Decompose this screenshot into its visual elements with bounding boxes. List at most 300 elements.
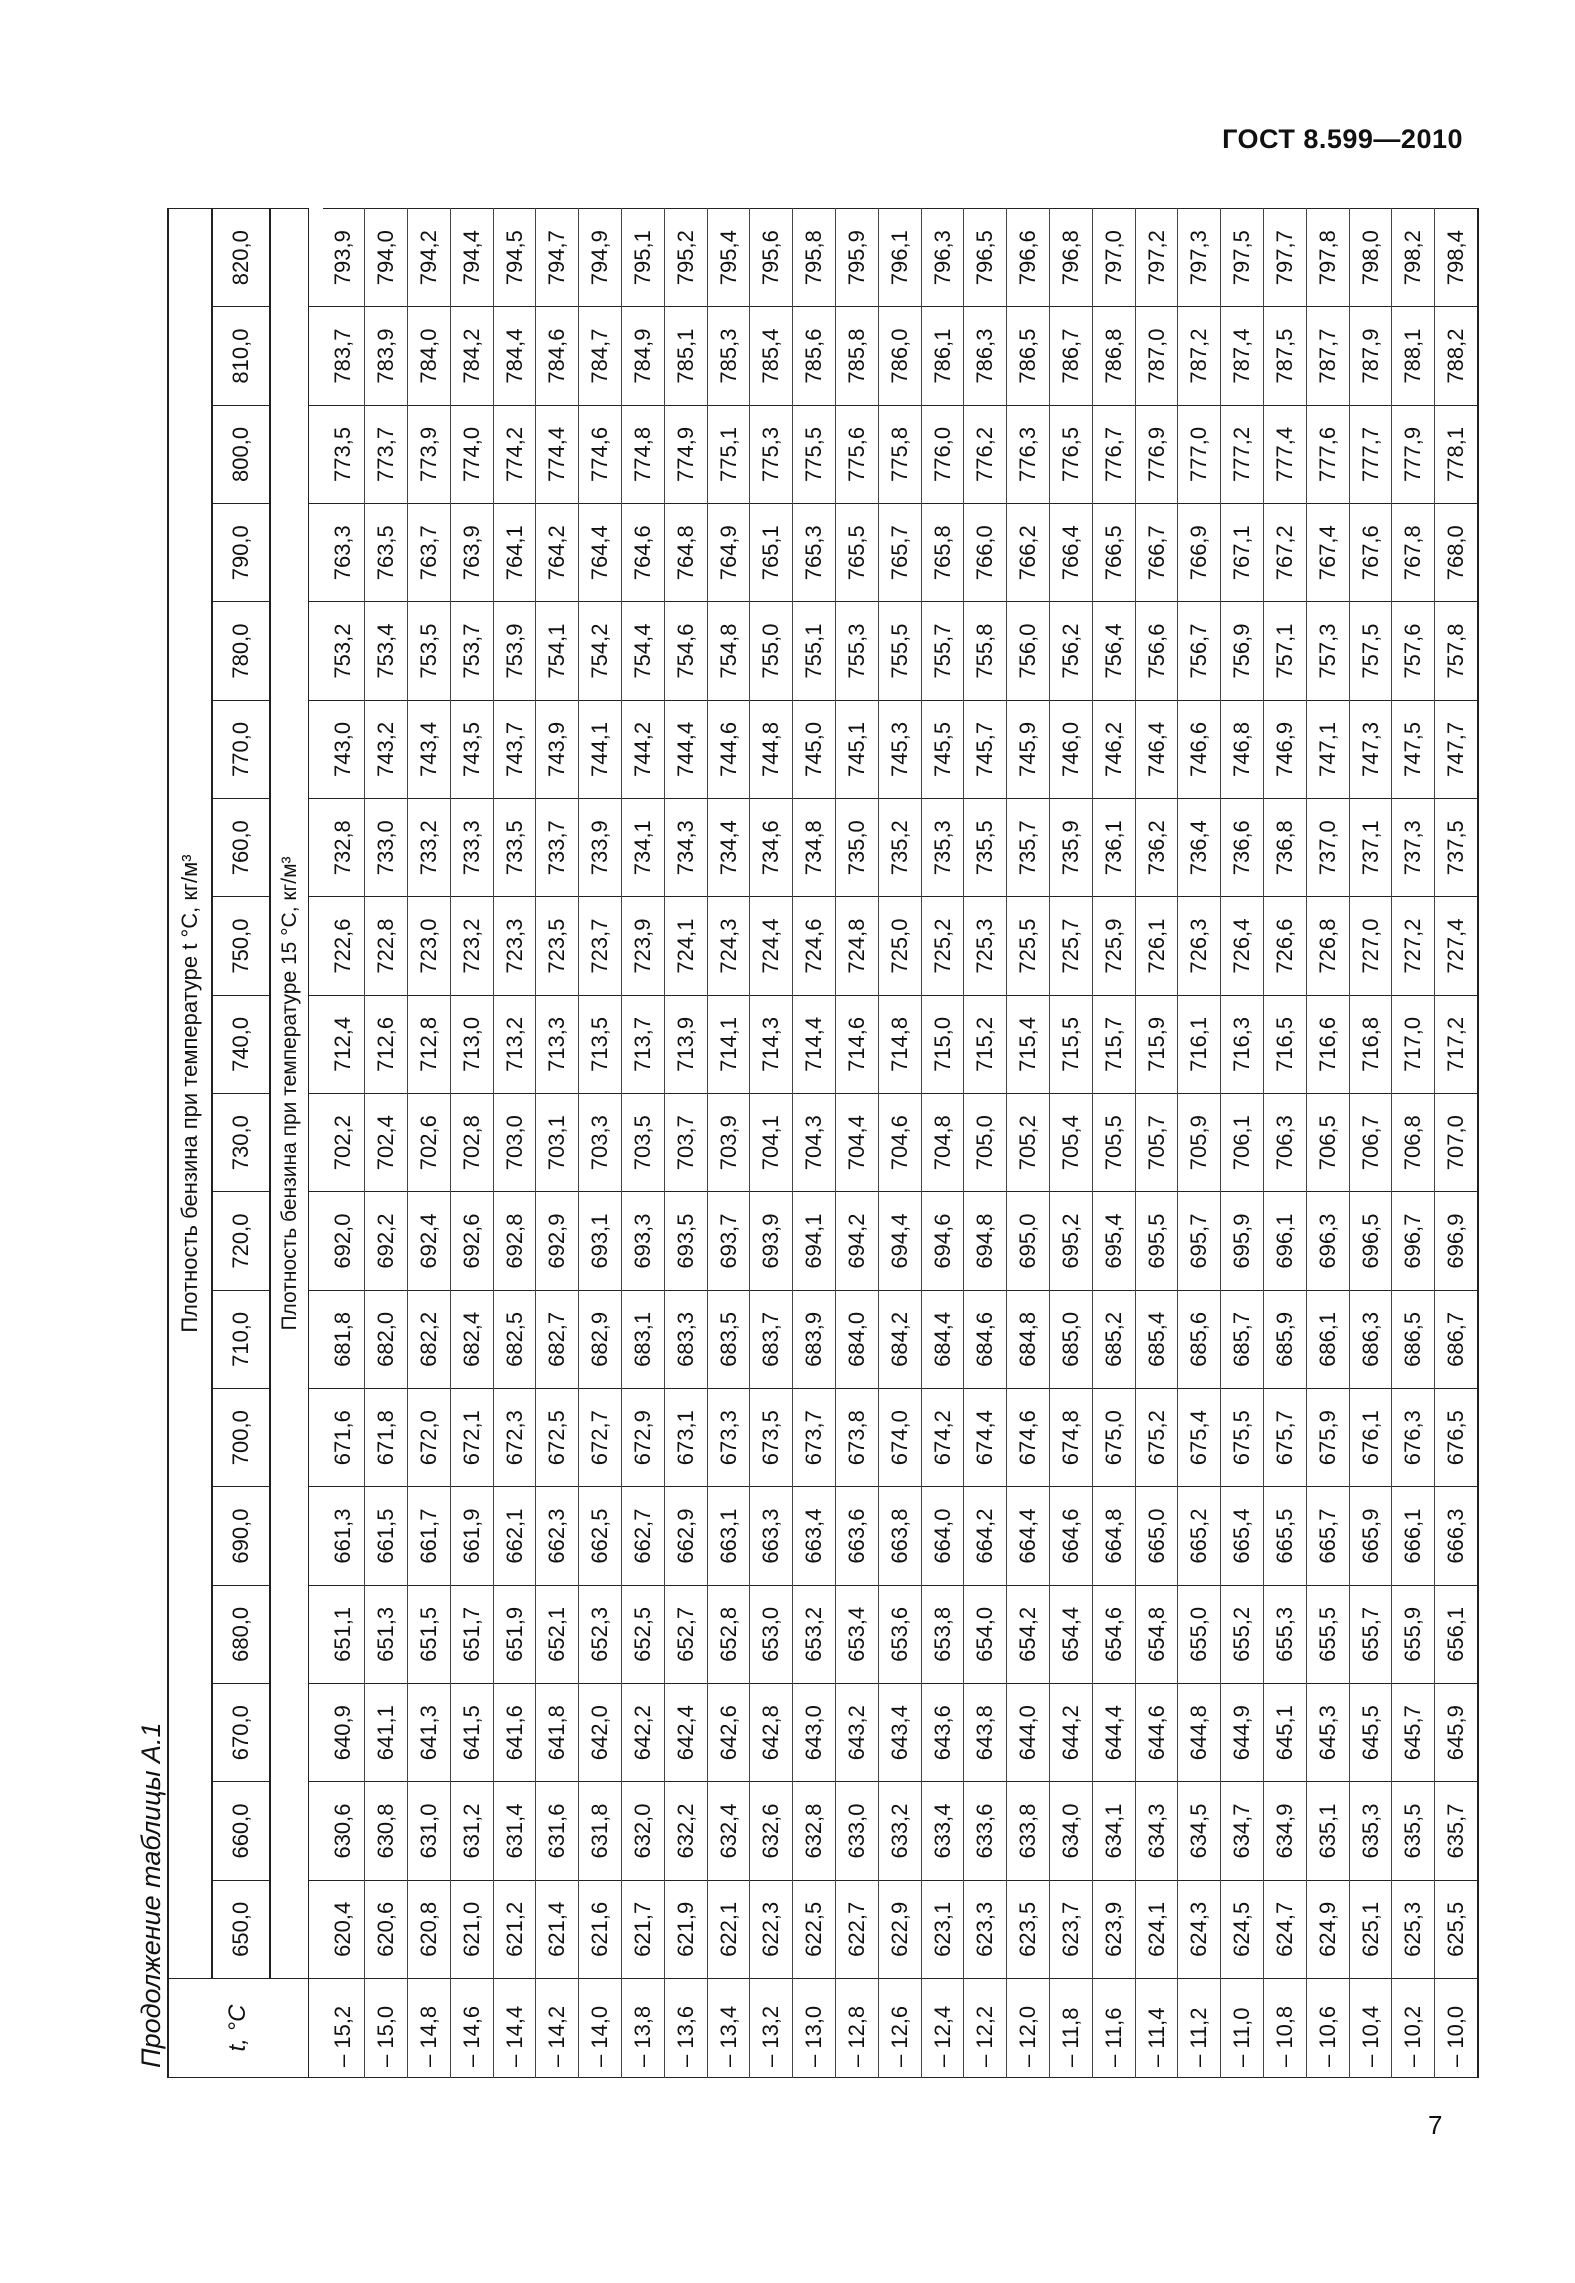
density-cell: 776,9 — [1135, 405, 1178, 503]
density-cell: 645,3 — [1306, 1684, 1349, 1782]
density-cell: 684,6 — [964, 1290, 1007, 1388]
density-cell: 681,8 — [323, 1290, 365, 1388]
density-cell: 787,7 — [1306, 307, 1349, 405]
density-cell: 737,1 — [1349, 799, 1392, 897]
density-cell: 633,6 — [964, 1782, 1007, 1880]
density-cell: 673,5 — [750, 1389, 793, 1487]
density-cell: 724,8 — [836, 897, 879, 995]
density-cell: 642,8 — [750, 1684, 793, 1782]
density-cell: 795,8 — [793, 209, 836, 307]
density-cell: 732,8 — [323, 799, 365, 897]
density-cell: 662,5 — [579, 1487, 622, 1585]
column-header: 680,0 — [212, 1585, 270, 1683]
column-header: 700,0 — [212, 1389, 270, 1487]
density-cell: 645,9 — [1435, 1684, 1478, 1782]
density-cell: 725,3 — [964, 897, 1007, 995]
density-cell: 684,2 — [878, 1290, 921, 1388]
density-cell: 640,9 — [323, 1684, 365, 1782]
density-cell: 785,3 — [707, 307, 750, 405]
density-cell: 693,5 — [664, 1192, 707, 1290]
density-cell: 795,4 — [707, 209, 750, 307]
density-cell: 775,5 — [793, 405, 836, 503]
density-cell: 766,5 — [1092, 504, 1135, 602]
density-cell: 661,7 — [408, 1487, 451, 1585]
temperature-cell: – 12,0 — [1007, 1979, 1050, 2078]
density-cell: 745,7 — [964, 700, 1007, 798]
density-cell: 757,5 — [1349, 602, 1392, 700]
density-cell: 692,8 — [493, 1192, 536, 1290]
temperature-cell: – 11,2 — [1178, 1979, 1221, 2078]
density-cell: 783,7 — [323, 307, 365, 405]
density-cell: 682,7 — [536, 1290, 579, 1388]
density-cell: 696,7 — [1392, 1192, 1435, 1290]
density-cell: 743,5 — [450, 700, 493, 798]
density-cell: 705,7 — [1135, 1094, 1178, 1192]
table-row — [664, 209, 707, 2078]
density-cell: 715,2 — [964, 995, 1007, 1093]
density-cell: 703,9 — [707, 1094, 750, 1192]
density-cell: 736,6 — [1221, 799, 1264, 897]
density-cell: 744,4 — [664, 700, 707, 798]
density-cell: 663,8 — [878, 1487, 921, 1585]
density-cell: 643,6 — [921, 1684, 964, 1782]
table-row — [750, 209, 793, 2078]
density-cell: 756,4 — [1092, 602, 1135, 700]
density-cell: 661,5 — [365, 1487, 408, 1585]
density-cell: 695,2 — [1050, 1192, 1093, 1290]
density-cell: 674,6 — [1007, 1389, 1050, 1487]
density-cell: 634,0 — [1050, 1782, 1093, 1880]
density-cell: 622,7 — [836, 1880, 879, 1978]
density-cell: 766,2 — [1007, 504, 1050, 602]
density-cell: 652,3 — [579, 1585, 622, 1683]
density-cell: 703,1 — [536, 1094, 579, 1192]
density-table — [167, 208, 1479, 2078]
table-row — [1435, 209, 1478, 2078]
density-cell: 784,4 — [493, 307, 536, 405]
density-cell: 685,6 — [1178, 1290, 1221, 1388]
density-cell: 632,0 — [622, 1782, 665, 1880]
density-cell: 641,8 — [536, 1684, 579, 1782]
density-cell: 623,3 — [964, 1880, 1007, 1978]
density-cell: 714,1 — [707, 995, 750, 1093]
density-cell: 727,2 — [1392, 897, 1435, 995]
density-cell: 644,4 — [1092, 1684, 1135, 1782]
density-cell: 663,1 — [707, 1487, 750, 1585]
temperature-cell: – 11,4 — [1135, 1979, 1178, 2078]
density-cell: 644,2 — [1050, 1684, 1093, 1782]
density-cell: 695,5 — [1135, 1192, 1178, 1290]
density-cell: 725,5 — [1007, 897, 1050, 995]
standard-designation: ГОСТ 8.599—2010 — [1222, 124, 1463, 154]
density-cell: 774,8 — [622, 405, 665, 503]
density-cell: 622,9 — [878, 1880, 921, 1978]
density-cell: 621,0 — [450, 1880, 493, 1978]
density-cell: 715,9 — [1135, 995, 1178, 1093]
density-cell: 736,1 — [1092, 799, 1135, 897]
density-cell: 695,0 — [1007, 1192, 1050, 1290]
density-cell: 717,0 — [1392, 995, 1435, 1093]
density-cell: 737,5 — [1435, 799, 1478, 897]
density-cell: 706,7 — [1349, 1094, 1392, 1192]
density-cell: 630,8 — [365, 1782, 408, 1880]
density-cell: 713,7 — [622, 995, 665, 1093]
density-cell: 777,9 — [1392, 405, 1435, 503]
density-cell: 624,5 — [1221, 1880, 1264, 1978]
density-cell: 651,5 — [408, 1585, 451, 1683]
density-cell: 685,7 — [1221, 1290, 1264, 1388]
density-cell: 643,8 — [964, 1684, 1007, 1782]
density-cell: 786,0 — [878, 307, 921, 405]
density-cell: 641,5 — [450, 1684, 493, 1782]
column-header: 770,0 — [212, 700, 270, 798]
density-cell: 671,6 — [323, 1389, 365, 1487]
density-cell: 672,3 — [493, 1389, 536, 1487]
density-cell: 777,6 — [1306, 405, 1349, 503]
density-cell: 664,8 — [1092, 1487, 1135, 1585]
density-cell: 653,8 — [921, 1585, 964, 1683]
density-cell: 685,4 — [1135, 1290, 1178, 1388]
table-row — [1392, 209, 1435, 2078]
density-cell: 766,4 — [1050, 504, 1093, 602]
density-cell: 712,8 — [408, 995, 451, 1093]
density-cell: 717,2 — [1435, 995, 1478, 1093]
density-cell: 665,4 — [1221, 1487, 1264, 1585]
density-cell: 675,0 — [1092, 1389, 1135, 1487]
density-cell: 743,0 — [323, 700, 365, 798]
density-cell: 745,3 — [878, 700, 921, 798]
temperature-cell: – 14,8 — [408, 1979, 451, 2078]
density-cell: 665,9 — [1349, 1487, 1392, 1585]
density-cell: 733,5 — [493, 799, 536, 897]
table-row — [1221, 209, 1264, 2078]
table-row — [323, 209, 365, 2078]
density-cell: 705,0 — [964, 1094, 1007, 1192]
density-cell: 754,2 — [579, 602, 622, 700]
density-cell: 713,2 — [493, 995, 536, 1093]
density-cell: 683,3 — [664, 1290, 707, 1388]
density-cell: 634,7 — [1221, 1782, 1264, 1880]
density-cell: 656,1 — [1435, 1585, 1478, 1683]
temperature-cell: – 13,6 — [664, 1979, 707, 2078]
density-cell: 715,5 — [1050, 995, 1093, 1093]
density-cell: 726,6 — [1264, 897, 1307, 995]
density-cell: 755,7 — [921, 602, 964, 700]
density-cell: 734,8 — [793, 799, 836, 897]
density-cell: 746,8 — [1221, 700, 1264, 798]
density-cell: 756,0 — [1007, 602, 1050, 700]
density-cell: 784,0 — [408, 307, 451, 405]
column-header: 650,0 — [212, 1880, 270, 1978]
density-cell: 764,1 — [493, 504, 536, 602]
density-cell: 735,0 — [836, 799, 879, 897]
density-cell: 702,8 — [450, 1094, 493, 1192]
density-cell: 623,1 — [921, 1880, 964, 1978]
density-cell: 794,7 — [536, 209, 579, 307]
density-cell: 714,6 — [836, 995, 879, 1093]
density-cell: 785,6 — [793, 307, 836, 405]
density-cell: 747,3 — [1349, 700, 1392, 798]
density-cell: 703,7 — [664, 1094, 707, 1192]
density-cell: 675,7 — [1264, 1389, 1307, 1487]
column-header: 670,0 — [212, 1684, 270, 1782]
temperature-cell: – 11,0 — [1221, 1979, 1264, 2078]
table-body — [308, 209, 1478, 2078]
density-cell: 682,9 — [579, 1290, 622, 1388]
density-cell: 783,9 — [365, 307, 408, 405]
density-cell: 745,1 — [836, 700, 879, 798]
density-cell: 644,0 — [1007, 1684, 1050, 1782]
density-cell: 727,0 — [1349, 897, 1392, 995]
density-cell: 672,5 — [536, 1389, 579, 1487]
density-cell: 702,6 — [408, 1094, 451, 1192]
density-cell: 716,3 — [1221, 995, 1264, 1093]
column-header: 820,0 — [212, 209, 270, 307]
density-cell: 776,0 — [921, 405, 964, 503]
density-cell: 764,9 — [707, 504, 750, 602]
density-cell: 757,3 — [1306, 602, 1349, 700]
column-header: 720,0 — [212, 1192, 270, 1290]
temperature-cell: – 14,2 — [536, 1979, 579, 2078]
density-cell: 797,5 — [1221, 209, 1264, 307]
density-cell: 776,5 — [1050, 405, 1093, 503]
density-cell: 755,0 — [750, 602, 793, 700]
density-cell: 635,5 — [1392, 1782, 1435, 1880]
density-cell: 705,4 — [1050, 1094, 1093, 1192]
density-cell: 692,4 — [408, 1192, 451, 1290]
table-row — [1007, 209, 1050, 2078]
density-cell: 694,6 — [921, 1192, 964, 1290]
density-cell: 692,0 — [323, 1192, 365, 1290]
density-cell: 794,4 — [450, 209, 493, 307]
density-cell: 666,3 — [1435, 1487, 1478, 1585]
density-cell: 753,4 — [365, 602, 408, 700]
density-cell: 725,9 — [1092, 897, 1135, 995]
density-cell: 673,8 — [836, 1389, 879, 1487]
temperature-column-header: t, °С — [168, 1979, 308, 2078]
density-cell: 715,0 — [921, 995, 964, 1093]
density-cell: 787,9 — [1349, 307, 1392, 405]
density-cell: 726,3 — [1178, 897, 1221, 995]
density-cell: 621,4 — [536, 1880, 579, 1978]
density-cell: 786,3 — [964, 307, 1007, 405]
density-cell: 671,8 — [365, 1389, 408, 1487]
density-cell: 674,4 — [964, 1389, 1007, 1487]
density-cell: 725,0 — [878, 897, 921, 995]
density-cell: 625,3 — [1392, 1880, 1435, 1978]
density-cell: 787,2 — [1178, 307, 1221, 405]
density-cell: 743,7 — [493, 700, 536, 798]
density-cell: 797,2 — [1135, 209, 1178, 307]
density-cell: 766,7 — [1135, 504, 1178, 602]
density-cell: 785,8 — [836, 307, 879, 405]
density-cell: 725,2 — [921, 897, 964, 995]
density-cell: 765,8 — [921, 504, 964, 602]
density-cell: 642,6 — [707, 1684, 750, 1782]
density-cell: 796,6 — [1007, 209, 1050, 307]
density-cell: 763,7 — [408, 504, 451, 602]
density-cell: 798,4 — [1435, 209, 1478, 307]
density-cell: 631,2 — [450, 1782, 493, 1880]
density-cell: 737,3 — [1392, 799, 1435, 897]
density-cell: 756,9 — [1221, 602, 1264, 700]
column-header: 760,0 — [212, 799, 270, 897]
density-cell: 763,5 — [365, 504, 408, 602]
density-cell: 694,4 — [878, 1192, 921, 1290]
column-header-row — [212, 209, 270, 2078]
density-cell: 753,7 — [450, 602, 493, 700]
density-cell: 775,3 — [750, 405, 793, 503]
density-cell: 664,2 — [964, 1487, 1007, 1585]
density-cell: 716,1 — [1178, 995, 1221, 1093]
density-cell: 767,4 — [1306, 504, 1349, 602]
temperature-cell: – 13,2 — [750, 1979, 793, 2078]
group-header: Плотность бензина при температуре t °С, кг/м³ — [168, 209, 212, 1979]
density-cell: 794,5 — [493, 209, 536, 307]
density-cell: 715,4 — [1007, 995, 1050, 1093]
density-cell: 674,8 — [1050, 1389, 1093, 1487]
density-cell: 773,9 — [408, 405, 451, 503]
density-cell: 631,6 — [536, 1782, 579, 1880]
density-cell: 765,5 — [836, 504, 879, 602]
density-cell: 654,0 — [964, 1585, 1007, 1683]
temperature-cell: – 10,2 — [1392, 1979, 1435, 2078]
density-cell: 683,9 — [793, 1290, 836, 1388]
column-header: 740,0 — [212, 995, 270, 1093]
density-cell: 676,1 — [1349, 1389, 1392, 1487]
density-cell: 716,5 — [1264, 995, 1307, 1093]
density-cell: 798,2 — [1392, 209, 1435, 307]
density-cell: 624,1 — [1135, 1880, 1178, 1978]
density-cell: 704,3 — [793, 1094, 836, 1192]
density-cell: 735,5 — [964, 799, 1007, 897]
table-row — [1306, 209, 1349, 2078]
density-cell: 734,6 — [750, 799, 793, 897]
density-cell: 796,1 — [878, 209, 921, 307]
density-cell: 733,2 — [408, 799, 451, 897]
density-cell: 746,2 — [1092, 700, 1135, 798]
density-cell: 705,2 — [1007, 1094, 1050, 1192]
density-cell: 705,9 — [1178, 1094, 1221, 1192]
density-cell: 722,6 — [323, 897, 365, 995]
density-cell: 663,4 — [793, 1487, 836, 1585]
density-cell: 774,4 — [536, 405, 579, 503]
density-cell: 733,9 — [579, 799, 622, 897]
density-cell: 706,3 — [1264, 1094, 1307, 1192]
density-cell: 726,8 — [1306, 897, 1349, 995]
density-cell: 683,5 — [707, 1290, 750, 1388]
density-cell: 704,6 — [878, 1094, 921, 1192]
density-cell: 754,4 — [622, 602, 665, 700]
table-row — [408, 209, 451, 2078]
density-cell: 726,4 — [1221, 897, 1264, 995]
density-cell: 675,4 — [1178, 1389, 1221, 1487]
density-cell: 774,6 — [579, 405, 622, 503]
column-header: 790,0 — [212, 504, 270, 602]
temperature-cell: – 13,0 — [793, 1979, 836, 2078]
density-cell: 642,0 — [579, 1684, 622, 1782]
table-row — [964, 209, 1007, 2078]
density-cell: 653,6 — [878, 1585, 921, 1683]
density-cell: 707,0 — [1435, 1094, 1478, 1192]
density-cell: 673,1 — [664, 1389, 707, 1487]
density-cell: 746,4 — [1135, 700, 1178, 798]
density-cell: 736,4 — [1178, 799, 1221, 897]
density-cell: 723,3 — [493, 897, 536, 995]
density-cell: 715,7 — [1092, 995, 1135, 1093]
temperature-cell: – 10,6 — [1306, 1979, 1349, 2078]
density-cell: 746,6 — [1178, 700, 1221, 798]
table-row — [1349, 209, 1392, 2078]
density-cell: 635,3 — [1349, 1782, 1392, 1880]
density-cell: 763,3 — [323, 504, 365, 602]
density-cell: 634,9 — [1264, 1782, 1307, 1880]
density-cell: 655,5 — [1306, 1585, 1349, 1683]
density-cell: 644,6 — [1135, 1684, 1178, 1782]
density-cell: 645,5 — [1349, 1684, 1392, 1782]
density-cell: 714,4 — [793, 995, 836, 1093]
density-cell: 797,8 — [1306, 209, 1349, 307]
density-cell: 675,2 — [1135, 1389, 1178, 1487]
density-cell: 713,9 — [664, 995, 707, 1093]
density-cell: 777,4 — [1264, 405, 1307, 503]
density-cell: 756,6 — [1135, 602, 1178, 700]
density-cell: 797,3 — [1178, 209, 1221, 307]
density-cell: 778,1 — [1435, 405, 1478, 503]
density-cell: 746,9 — [1264, 700, 1307, 798]
density-cell: 662,3 — [536, 1487, 579, 1585]
density-cell: 767,8 — [1392, 504, 1435, 602]
density-cell: 672,0 — [408, 1389, 451, 1487]
density-cell: 735,2 — [878, 799, 921, 897]
density-cell: 673,7 — [793, 1389, 836, 1487]
density-cell: 744,1 — [579, 700, 622, 798]
density-cell: 744,6 — [707, 700, 750, 798]
table-row — [707, 209, 750, 2078]
table-caption: Продолжение таблицы А.1 — [136, 1722, 166, 2068]
density-cell: 682,2 — [408, 1290, 451, 1388]
density-cell: 764,8 — [664, 504, 707, 602]
density-cell: 747,1 — [1306, 700, 1349, 798]
density-cell: 643,2 — [836, 1684, 879, 1782]
density-cell: 724,6 — [793, 897, 836, 995]
density-cell: 713,0 — [450, 995, 493, 1093]
density-cell: 664,0 — [921, 1487, 964, 1585]
density-cell: 706,5 — [1306, 1094, 1349, 1192]
density-cell: 631,0 — [408, 1782, 451, 1880]
density-cell: 744,2 — [622, 700, 665, 798]
density-cell: 635,7 — [1435, 1782, 1478, 1880]
density-cell: 653,2 — [793, 1585, 836, 1683]
density-cell: 753,2 — [323, 602, 365, 700]
temperature-cell: – 11,6 — [1092, 1979, 1135, 2078]
density-cell: 775,1 — [707, 405, 750, 503]
density-cell: 776,2 — [964, 405, 1007, 503]
density-cell: 743,4 — [408, 700, 451, 798]
density-cell: 785,4 — [750, 307, 793, 405]
density-cell: 704,8 — [921, 1094, 964, 1192]
temperature-cell: – 15,0 — [365, 1979, 408, 2078]
density-cell: 794,9 — [579, 209, 622, 307]
density-cell: 756,7 — [1178, 602, 1221, 700]
density-cell: 693,1 — [579, 1192, 622, 1290]
density-cell: 743,9 — [536, 700, 579, 798]
density-cell: 786,1 — [921, 307, 964, 405]
density-cell: 784,9 — [622, 307, 665, 405]
density-cell: 635,1 — [1306, 1782, 1349, 1880]
table-row — [536, 209, 579, 2078]
density-cell: 645,7 — [1392, 1684, 1435, 1782]
